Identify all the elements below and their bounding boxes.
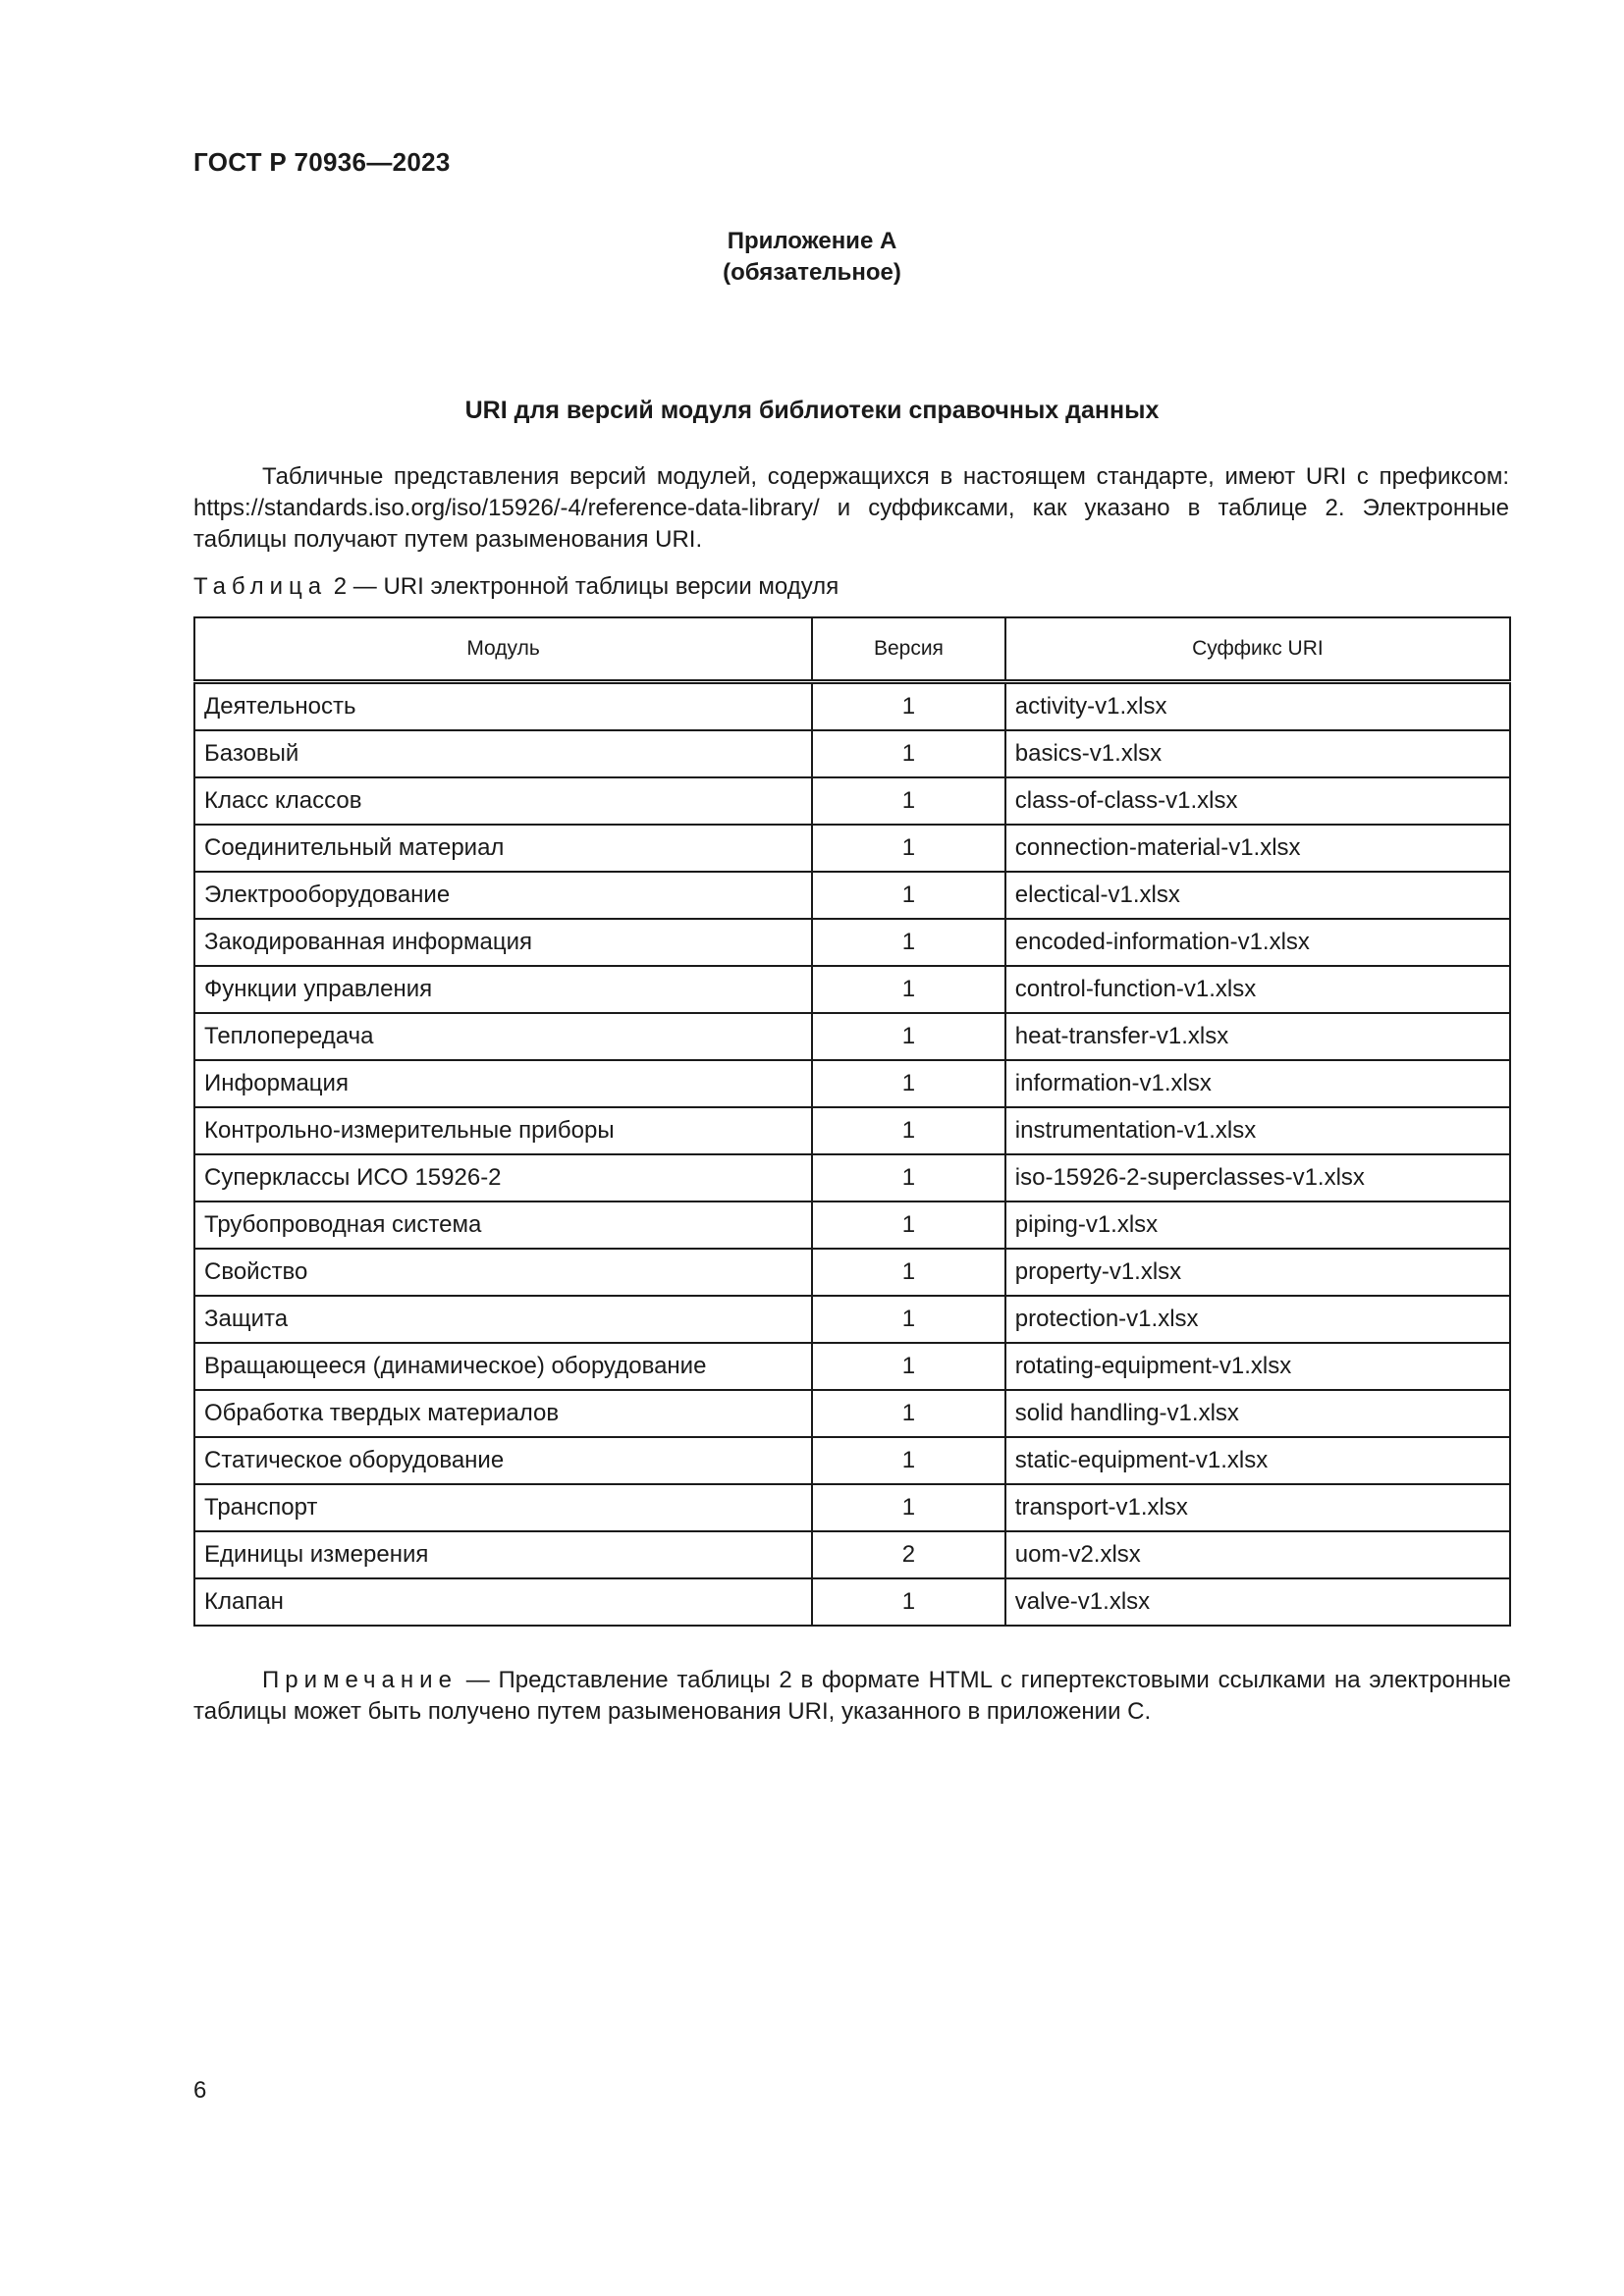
table-row — [194, 825, 1510, 872]
table-note — [193, 1665, 1511, 1728]
module-cell: Закодированная информация — [194, 919, 812, 966]
module-cell: Трубопроводная система — [194, 1201, 812, 1249]
uri-suffix-cell: control-function-v1.xlsx — [1005, 966, 1510, 1013]
intro-text: Табличные представления версий модулей, содержащихся в настоящем стандарте, имеют URI с префиксом: https://standards.iso.org/iso/15926/-4/reference-data-library/ и суффиксами, как указано в таблице 2. Электронные таблицы получают путем разыменования URI. — [193, 463, 1509, 553]
module-cell: Защита — [194, 1296, 812, 1343]
table-row — [194, 1013, 1510, 1060]
version-cell: 1 — [812, 919, 1005, 966]
version-cell: 1 — [812, 1013, 1005, 1060]
uri-suffix-cell: electical-v1.xlsx — [1005, 872, 1510, 919]
version-cell: 1 — [812, 966, 1005, 1013]
version-cell: 1 — [812, 1578, 1005, 1626]
version-cell: 1 — [812, 825, 1005, 872]
table-row — [194, 1578, 1510, 1626]
module-cell: Класс классов — [194, 777, 812, 825]
version-cell: 1 — [812, 1484, 1005, 1531]
table-header-row — [194, 617, 1510, 682]
appendix-status: (обязательное) — [723, 259, 901, 286]
note-paragraph — [193, 1665, 1511, 1728]
table-row — [194, 1154, 1510, 1201]
uri-suffix-cell: activity-v1.xlsx — [1005, 682, 1510, 731]
version-cell: 1 — [812, 1390, 1005, 1437]
uri-suffix-cell: rotating-equipment-v1.xlsx — [1005, 1343, 1510, 1390]
uri-suffix-cell: solid handling-v1.xlsx — [1005, 1390, 1510, 1437]
table-row — [194, 1343, 1510, 1390]
note-label: Примечание — [262, 1667, 458, 1693]
module-cell: Базовый — [194, 730, 812, 777]
table-body — [194, 682, 1510, 1627]
section-title: URI для версий модуля библиотеки справочных данных — [464, 397, 1160, 424]
table-row — [194, 777, 1510, 825]
module-cell: Контрольно-измерительные приборы — [194, 1107, 812, 1154]
uri-suffix-cell: iso-15926-2-superclasses-v1.xlsx — [1005, 1154, 1510, 1201]
module-cell: Деятельность — [194, 682, 812, 731]
uri-suffix-cell: heat-transfer-v1.xlsx — [1005, 1013, 1510, 1060]
version-cell: 1 — [812, 1296, 1005, 1343]
module-cell: Соединительный материал — [194, 825, 812, 872]
table-row — [194, 1296, 1510, 1343]
module-cell: Суперклассы ИСО 15926-2 — [194, 1154, 812, 1201]
uri-suffix-cell: transport-v1.xlsx — [1005, 1484, 1510, 1531]
table-caption — [193, 573, 839, 601]
uri-suffix-cell: protection-v1.xlsx — [1005, 1296, 1510, 1343]
appendix-title: Приложение А — [727, 228, 897, 254]
version-cell: 1 — [812, 777, 1005, 825]
table-row — [194, 1390, 1510, 1437]
version-cell: 2 — [812, 1531, 1005, 1578]
version-cell: 1 — [812, 1154, 1005, 1201]
version-cell: 1 — [812, 1343, 1005, 1390]
uri-suffix-cell: property-v1.xlsx — [1005, 1249, 1510, 1296]
uri-suffix-cell: connection-material-v1.xlsx — [1005, 825, 1510, 872]
version-cell: 1 — [812, 1201, 1005, 1249]
uri-table-container — [193, 616, 1511, 1627]
module-cell: Вращающееся (динамическое) оборудование — [194, 1343, 812, 1390]
version-cell: 1 — [812, 682, 1005, 731]
uri-suffix-cell: static-equipment-v1.xlsx — [1005, 1437, 1510, 1484]
table-row — [194, 682, 1510, 731]
table-row — [194, 1531, 1510, 1578]
page-number: 6 — [193, 2077, 207, 2104]
module-cell: Электрооборудование — [194, 872, 812, 919]
uri-suffix-cell: instrumentation-v1.xlsx — [1005, 1107, 1510, 1154]
column-header-uri-suffix: Суффикс URI — [1005, 617, 1510, 682]
table-row — [194, 1437, 1510, 1484]
module-cell: Теплопередача — [194, 1013, 812, 1060]
table-row — [194, 1201, 1510, 1249]
module-cell: Статическое оборудование — [194, 1437, 812, 1484]
uri-suffix-cell: valve-v1.xlsx — [1005, 1578, 1510, 1626]
uri-suffix-cell: piping-v1.xlsx — [1005, 1201, 1510, 1249]
module-cell: Функции управления — [194, 966, 812, 1013]
uri-suffix-cell: encoded-information-v1.xlsx — [1005, 919, 1510, 966]
module-cell: Транспорт — [194, 1484, 812, 1531]
version-cell: 1 — [812, 1437, 1005, 1484]
table-row — [194, 1249, 1510, 1296]
uri-suffix-cell: uom-v2.xlsx — [1005, 1531, 1510, 1578]
table-row — [194, 1107, 1510, 1154]
version-cell: 1 — [812, 1060, 1005, 1107]
uri-suffix-cell: class-of-class-v1.xlsx — [1005, 777, 1510, 825]
module-cell: Обработка твердых материалов — [194, 1390, 812, 1437]
version-cell: 1 — [812, 1249, 1005, 1296]
note-text: — Представление таблицы 2 в формате HTML с гипертекстовыми ссылками на электронные таблицы может быть получено путем разыменования URI, указанного в приложении С. — [193, 1667, 1511, 1725]
table-row — [194, 966, 1510, 1013]
intro-paragraph — [193, 461, 1509, 556]
column-header-module: Модуль — [194, 617, 812, 682]
column-header-version: Версия — [812, 617, 1005, 682]
uri-suffix-cell: basics-v1.xlsx — [1005, 730, 1510, 777]
table-row — [194, 919, 1510, 966]
table-row — [194, 730, 1510, 777]
version-cell: 1 — [812, 1107, 1005, 1154]
version-cell: 1 — [812, 730, 1005, 777]
table-row — [194, 872, 1510, 919]
document-header: ГОСТ Р 70936—2023 — [193, 147, 451, 177]
module-cell: Свойство — [194, 1249, 812, 1296]
module-cell: Единицы измерения — [194, 1531, 812, 1578]
uri-suffix-cell: information-v1.xlsx — [1005, 1060, 1510, 1107]
table-row — [194, 1484, 1510, 1531]
table-row — [194, 1060, 1510, 1107]
module-cell: Информация — [194, 1060, 812, 1107]
appendix-heading — [0, 226, 1624, 289]
table-caption-text: 2 — URI электронной таблицы версии модуля — [327, 573, 839, 600]
version-cell: 1 — [812, 872, 1005, 919]
uri-table — [193, 616, 1511, 1627]
module-cell: Клапан — [194, 1578, 812, 1626]
table-caption-label: Таблица — [193, 573, 328, 600]
